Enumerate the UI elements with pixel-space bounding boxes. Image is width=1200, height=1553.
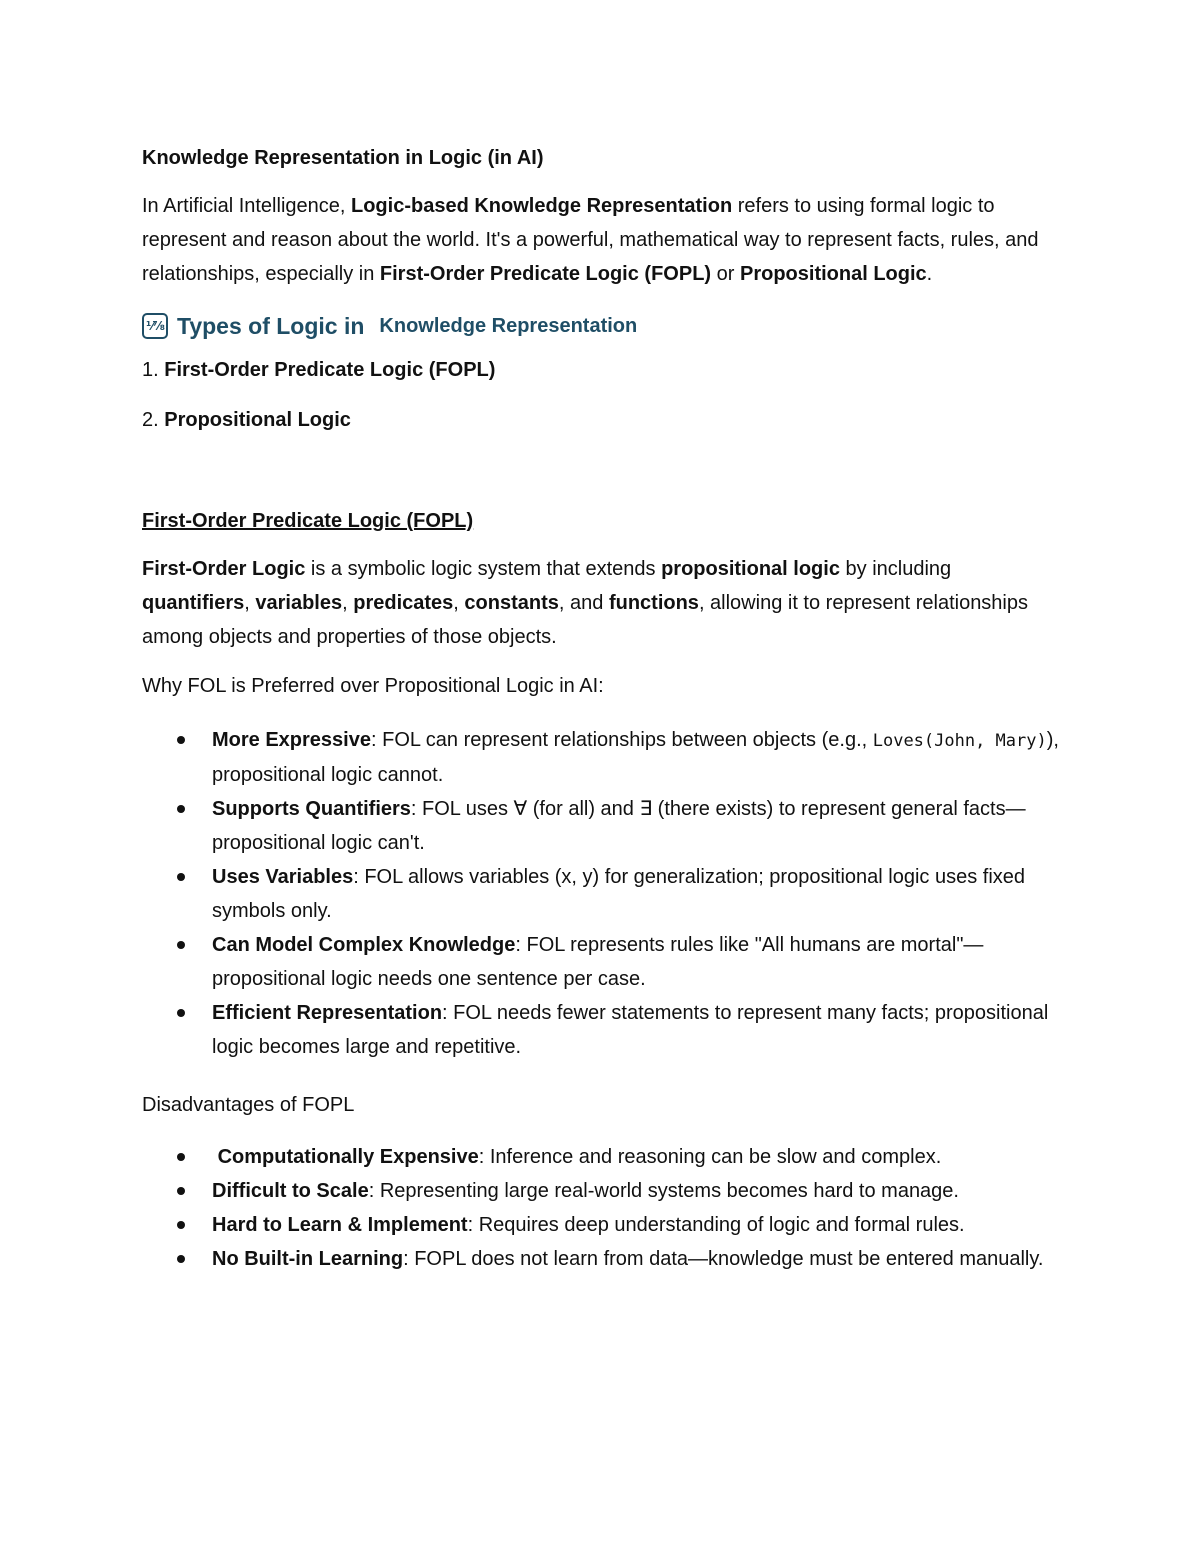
numbered-item: 2. Propositional Logic — [142, 409, 351, 431]
fol-definition-paragraph: First-Order Logic is a symbolic logic system that extends propositional logic by including quantifiers, variables, predicates, constants, and functions, allowing it to represent relationships among objects and properties of those objects. — [142, 558, 1028, 648]
list-item: More Expressive: FOL can represent relationships between objects (e.g., Loves(John, Mary)), propositional logic cannot. — [142, 723, 1062, 792]
disadvantages-list — [142, 1140, 1062, 1276]
list-item: No Built-in Learning: FOPL does not learn from data—knowledge must be entered manually. — [142, 1242, 1062, 1276]
types-heading-small: Knowledge Representation — [379, 315, 638, 337]
document-title: Knowledge Representation in Logic (in AI) — [142, 147, 544, 169]
why-fol-list — [142, 723, 1062, 1064]
types-heading-main: Types of Logic in — [177, 313, 365, 339]
list-item: Efficient Representation: FOL needs fewer statements to represent many facts; propositional logic becomes large and repetitive. — [142, 996, 1062, 1064]
list-item: Can Model Complex Knowledge: FOL represents rules like "All humans are mortal"—propositional logic needs one sentence per case. — [142, 928, 1062, 996]
list-item: Uses Variables: FOL allows variables (x, y) for generalization; propositional logic uses fixed symbols only. — [142, 860, 1062, 928]
types-heading — [142, 309, 1062, 343]
list-item: Supports Quantifiers: FOL uses ∀ (for all) and ∃ (there exists) to represent general facts—propositional logic can't. — [142, 792, 1062, 860]
list-item: Hard to Learn & Implement: Requires deep understanding of logic and formal rules. — [142, 1208, 1062, 1242]
list-item: Computationally Expensive: Inference and reasoning can be slow and complex. — [142, 1140, 1062, 1174]
intro-paragraph: In Artificial Intelligence, Logic-based Knowledge Representation refers to using formal logic to represent and reason about the world. It's a powerful, mathematical way to represent facts, rules, and relationships, especially in First-Order Predicate Logic (FOPL) or Propositional Logic. — [142, 195, 1039, 285]
code-snippet: Loves(John, Mary) — [872, 731, 1047, 751]
document-body — [142, 141, 1062, 1276]
list-item: Difficult to Scale: Representing large real-world systems becomes hard to manage. — [142, 1174, 1062, 1208]
numbers-icon: ⅟⅞ — [142, 313, 168, 339]
disadvantages-heading: Disadvantages of FOPL — [142, 1094, 355, 1116]
section-heading-fopl: First-Order Predicate Logic (FOPL) — [142, 510, 474, 532]
why-fol-heading: Why FOL is Preferred over Propositional Logic in AI: — [142, 675, 604, 697]
numbered-item: 1. First-Order Predicate Logic (FOPL) — [142, 359, 496, 381]
